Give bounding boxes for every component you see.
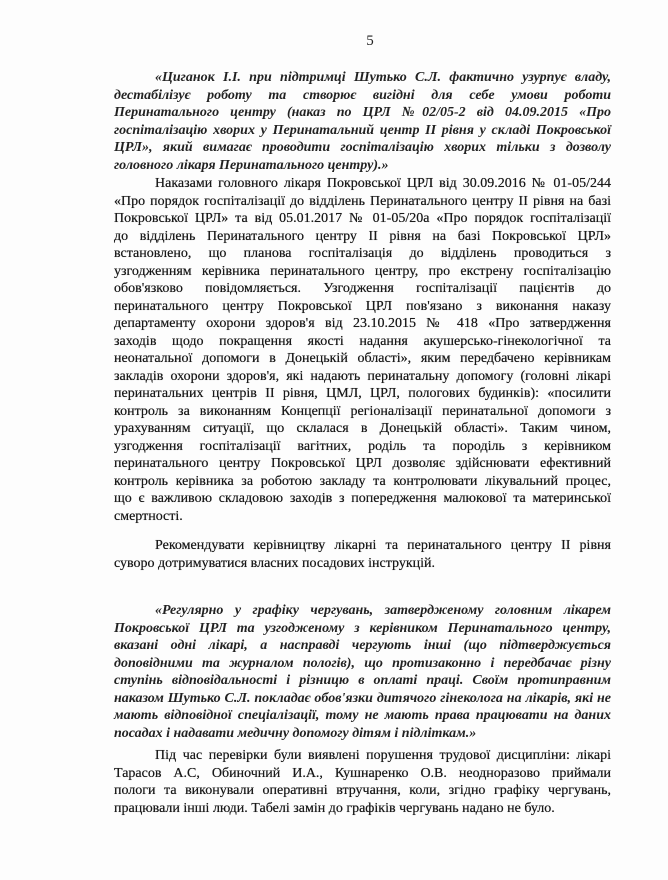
text-line: перинатальних центрів ІІ рівня, ЦМЛ, ЦРЛ, пологових будинків): «посилити — [114, 386, 611, 401]
text-line: ступінь відповідальності і різницю в оплаті праці. Своїм протиправним — [114, 673, 611, 688]
text-line: посадах і надавати медичну допомогу дітям і підліткам.» — [114, 725, 477, 741]
text-line: Покровської ЦРЛ» та від 05.01.2017 № 01-05/20а «Про порядок госпіталізації — [114, 211, 611, 226]
text-line: контроль за виконанням Концепції регіоналізації перинатальної допомоги з — [114, 403, 611, 419]
text-line: узгодження госпіталізації вагітних, роділь та породіль з керівником — [114, 438, 611, 454]
text-line: встановлено, що планова госпіталізація до відділень проводиться з — [114, 246, 611, 261]
text-line: Покровської ЦРЛ та узгодженому з керівником Перинатального центру, — [114, 620, 611, 636]
text-line: перинатального центру Покровської ЦРЛ дозволяє здійснювати ефективний — [114, 456, 611, 471]
text-line: Рекомендувати керівництву лікарні та перинатального центру ІІ рівня — [155, 538, 611, 553]
text-line: Під час перевірки були виявлені порушення трудової дисципліни: лікарі — [155, 748, 611, 763]
text-line: Наказами головного лікаря Покровської ЦРЛ від 30.09.2016 № 01-05/244 — [155, 176, 611, 191]
text-line: Тарасов А.С, Обиночний И.А., Кушнаренко О.В. неодноразово приймали — [114, 765, 611, 781]
text-line: працювали інші люди. Табелі замін до графіків чергувань надано не було. — [114, 800, 555, 816]
text-line: урахуванням ситуації, що склалася в Донецькій області». Таким чином, — [114, 421, 611, 436]
text-line: контроль керівника за роботою закладу та контролювати лікувальний процес, — [114, 473, 611, 489]
text-line: доповідними та журналом пологів), що протизаконно і передбачає різну — [114, 655, 611, 671]
page-number: 5 — [366, 33, 374, 49]
text-line: що є важливою складовою заходів з попередження малюкової та материнської — [114, 491, 611, 506]
text-line: наказом Шутько С.Л. покладає обов'язки дитячого гінеколога на лікарів, які не — [114, 690, 611, 706]
text-line: вказані одні лікарі, а насправді чергують інші (що підтверджується — [114, 638, 611, 653]
text-line: головного лікаря Перинатального центру).» — [114, 157, 389, 173]
text-line: закладів охорони здоров'я, які надають перинатальну допомогу (головні лікарі — [114, 368, 611, 384]
text-line: дестабілізує роботу та створює вигідні для себе умови роботи — [114, 87, 611, 103]
text-line: суворо дотримуватися власних посадових інструкцій. — [114, 555, 436, 571]
text-line: «Регулярно у графіку чергувань, затвердженому головним лікарем — [155, 603, 611, 618]
text-line: перинатального центру Покровської ЦРЛ пов'язано з виконання наказу — [114, 298, 611, 314]
text-line: обов'язково повідомляється. Узгодження госпіталізації пацієнтів до — [114, 281, 611, 296]
text-line: неонатальної допомоги в Донецькій області», яким передбачено керівникам — [114, 351, 611, 366]
text-line: ЦРЛ», який вимагає проводити госпіталізацію хворих тільки з дозволу — [114, 140, 611, 155]
text-line: «Циганок І.І. при підтримці Шутько С.Л. фактично узурпує владу, — [155, 70, 611, 85]
text-line: госпіталізацію хворих у Перинатальний центр ІІ рівня у складі Покровської — [114, 122, 611, 138]
text-line: смертності. — [114, 508, 183, 524]
text-line: Перинатального центру (наказ по ЦРЛ №02/05-2 від 04.09.2015 «Про — [114, 105, 611, 120]
text-line: до відділень Перинатального центру ІІ рівня на базі Покровської ЦРЛ» — [114, 228, 611, 244]
text-line: департаменту охорони здоров'я від 23.10.2015 № 418 «Про затвердження — [114, 316, 611, 331]
text-line: узгодженням керівника перинатального центру, про екстрену госпіталізацію — [114, 263, 611, 279]
text-line: «Про порядок госпіталізації до відділень Перинатального центру ІІ рівня на базі — [114, 193, 611, 209]
text-line: заходів щодо покращення якості надання акушерсько-гінекологічної та — [114, 333, 611, 349]
text-line: мають відповідної спеціалізації, тому не мають права працювати на даних — [114, 708, 611, 723]
text-line: пологи та виконували оперативні втручання, коли, згідно графіку чергувань, — [114, 783, 611, 798]
